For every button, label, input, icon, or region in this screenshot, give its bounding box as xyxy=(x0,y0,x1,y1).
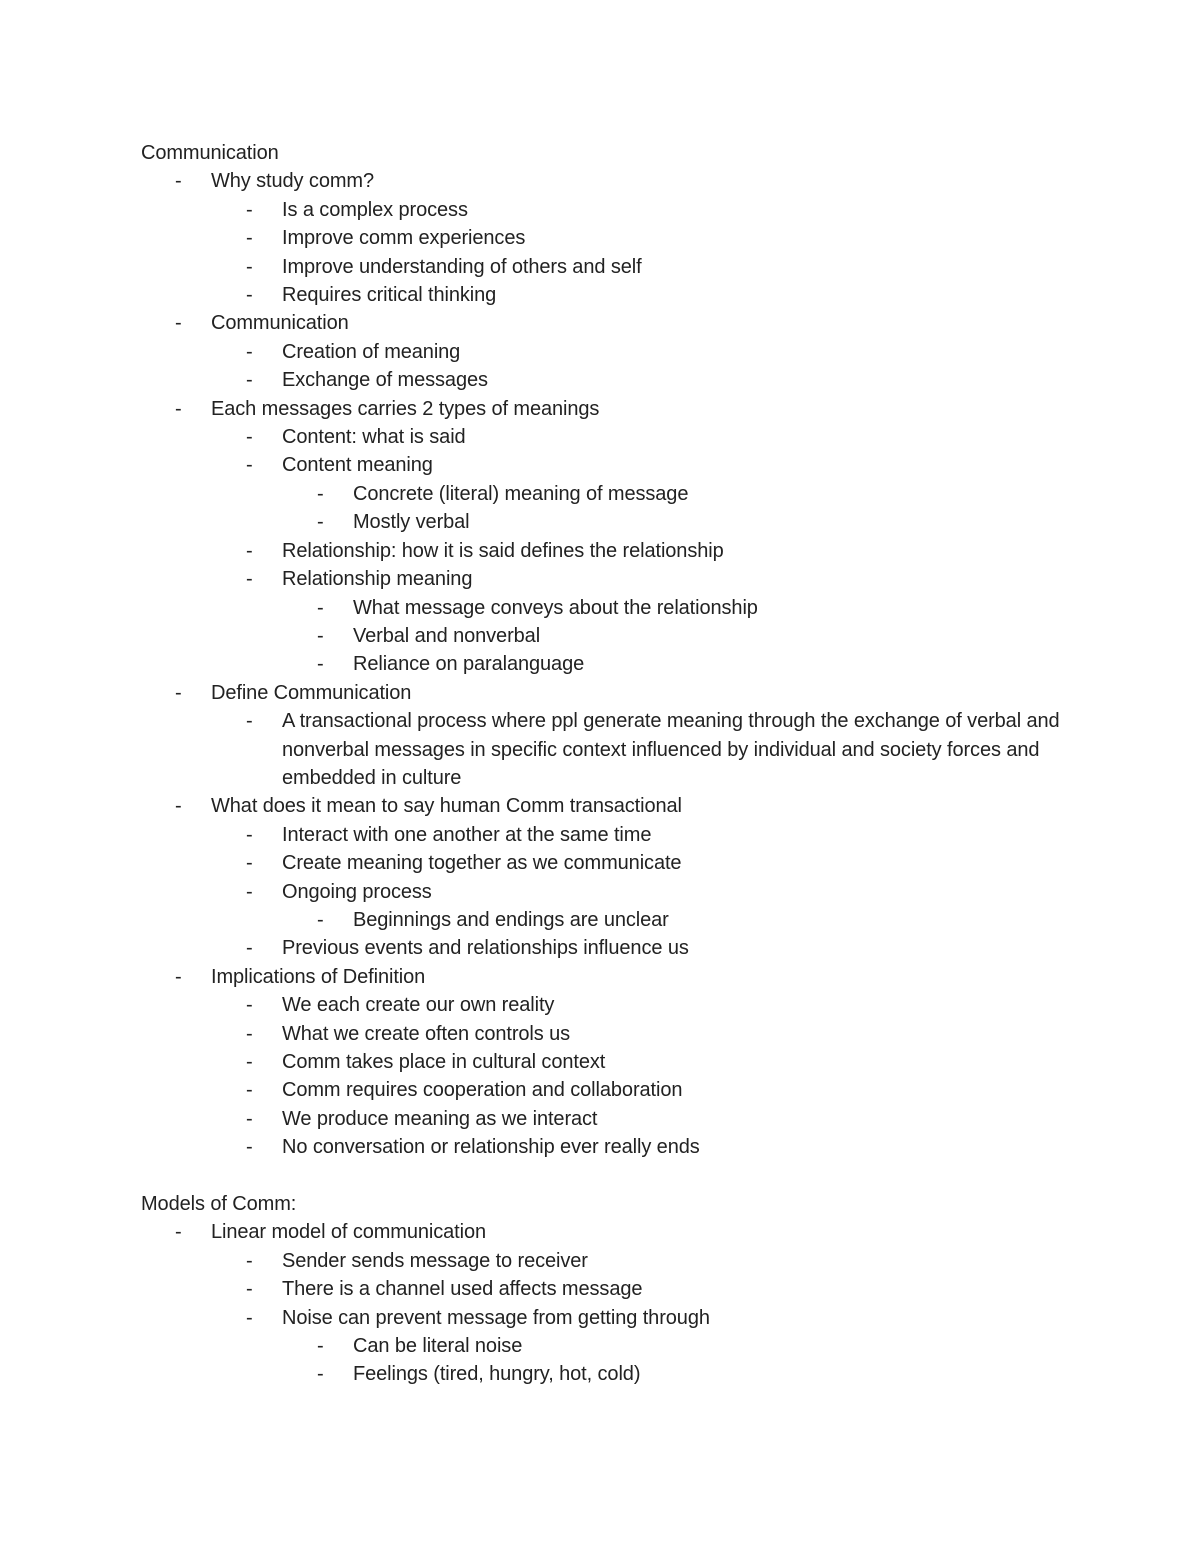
bullet-dash: - xyxy=(175,397,182,420)
list-item-text: Feelings (tired, hungry, hot, cold) xyxy=(353,1363,641,1386)
bullet-dash: - xyxy=(246,1136,253,1159)
list-item-text: We produce meaning as we interact xyxy=(282,1107,598,1130)
bullet-dash: - xyxy=(246,1249,253,1272)
list-item-level-3 xyxy=(141,594,1061,622)
list-item-level-2 xyxy=(141,565,1061,593)
list-item-level-2 xyxy=(141,707,1061,792)
list-item-text: Communication xyxy=(211,312,349,335)
bullet-dash: - xyxy=(246,710,253,733)
bullet-dash: - xyxy=(246,1022,253,1045)
list-item-text: Mostly verbal xyxy=(353,511,470,534)
bullet-dash: - xyxy=(317,1335,324,1358)
list-item-text: A transactional process where ppl generate meaning through the exchange of verbal and nonverbal messages in specific context influenced by individual and society forces and embedded in culture xyxy=(282,710,1060,789)
list-item-level-2 xyxy=(141,1076,1061,1104)
list-item-level-2 xyxy=(141,1105,1061,1133)
list-item-level-2 xyxy=(141,224,1061,252)
list-item-text: Can be literal noise xyxy=(353,1335,523,1358)
bullet-dash: - xyxy=(317,624,324,647)
list-item-text: Relationship: how it is said defines the relationship xyxy=(282,539,724,562)
bullet-dash: - xyxy=(175,170,182,193)
list-item-level-2 xyxy=(141,849,1061,877)
list-item-level-3 xyxy=(141,508,1061,536)
bullet-dash: - xyxy=(246,1107,253,1130)
document-body xyxy=(141,139,1061,1389)
list-item-text: There is a channel used affects message xyxy=(282,1278,643,1301)
list-item-level-2 xyxy=(141,1048,1061,1076)
list-item-level-3 xyxy=(141,906,1061,934)
bullet-dash: - xyxy=(175,965,182,988)
list-item-level-1 xyxy=(141,309,1061,337)
bullet-dash: - xyxy=(317,653,324,676)
bullet-dash: - xyxy=(246,994,253,1017)
list-item-text: Beginnings and endings are unclear xyxy=(353,908,669,931)
bullet-dash: - xyxy=(246,198,253,221)
list-item-text: Content meaning xyxy=(282,454,433,477)
section-spacer xyxy=(141,1162,1061,1190)
bullet-list xyxy=(141,1218,1061,1388)
bullet-dash: - xyxy=(246,454,253,477)
list-item-text: Previous events and relationships influence us xyxy=(282,937,689,960)
bullet-dash: - xyxy=(246,937,253,960)
section-heading: Communication xyxy=(141,142,279,164)
list-item-level-2 xyxy=(141,934,1061,962)
list-item-level-2 xyxy=(141,281,1061,309)
bullet-dash: - xyxy=(246,539,253,562)
list-item-text: Interact with one another at the same time xyxy=(282,823,652,846)
bullet-dash: - xyxy=(246,426,253,449)
list-item-text: Sender sends message to receiver xyxy=(282,1249,588,1272)
bullet-dash: - xyxy=(246,1306,253,1329)
bullet-list xyxy=(141,167,1061,1161)
bullet-dash: - xyxy=(317,482,324,505)
list-item-text: Define Communication xyxy=(211,681,412,704)
list-item-level-2 xyxy=(141,1275,1061,1303)
section-heading: Models of Comm: xyxy=(141,1193,297,1216)
list-item-text: Relationship meaning xyxy=(282,568,473,591)
bullet-dash: - xyxy=(246,255,253,278)
list-item-text: No conversation or relationship ever really ends xyxy=(282,1136,700,1159)
list-item-level-2 xyxy=(141,537,1061,565)
bullet-dash: - xyxy=(246,284,253,307)
bullet-dash: - xyxy=(246,1278,253,1301)
list-item-level-2 xyxy=(141,338,1061,366)
list-item-text: Ongoing process xyxy=(282,880,432,903)
bullet-dash: - xyxy=(175,681,182,704)
list-item-level-3 xyxy=(141,622,1061,650)
list-item-text: Each messages carries 2 types of meanings xyxy=(211,397,600,420)
list-item-text: Improve comm experiences xyxy=(282,227,526,250)
list-item-level-3 xyxy=(141,480,1061,508)
bullet-dash: - xyxy=(317,511,324,534)
list-item-text: Concrete (literal) meaning of message xyxy=(353,482,689,505)
list-item-text: What does it mean to say human Comm transactional xyxy=(211,795,682,818)
list-item-text: Is a complex process xyxy=(282,198,468,221)
list-item-level-1 xyxy=(141,395,1061,423)
list-item-level-3 xyxy=(141,650,1061,678)
bullet-dash: - xyxy=(175,795,182,818)
bullet-dash: - xyxy=(317,596,324,619)
bullet-dash: - xyxy=(246,880,253,903)
list-item-text: Reliance on paralanguage xyxy=(353,653,585,676)
list-item-level-1 xyxy=(141,679,1061,707)
list-item-level-2 xyxy=(141,1247,1061,1275)
list-item-text: Noise can prevent message from getting through xyxy=(282,1306,710,1329)
list-item-text: What we create often controls us xyxy=(282,1022,571,1045)
list-item-level-3 xyxy=(141,1360,1061,1388)
bullet-dash: - xyxy=(246,1051,253,1073)
list-item-level-2 xyxy=(141,878,1061,906)
list-item-text: Linear model of communication xyxy=(211,1221,487,1244)
list-item-text: Create meaning together as we communicate xyxy=(282,852,682,875)
list-item-level-2 xyxy=(141,423,1061,451)
list-item-level-2 xyxy=(141,991,1061,1019)
list-item-level-2 xyxy=(141,1020,1061,1048)
list-item-text: Implications of Definition xyxy=(211,965,426,988)
list-item-text: Content: what is said xyxy=(282,426,466,449)
list-item-text: Verbal and nonverbal xyxy=(353,624,541,647)
list-item-level-2 xyxy=(141,451,1061,479)
bullet-dash: - xyxy=(246,852,253,875)
list-item-level-2 xyxy=(141,253,1061,281)
list-item-text: Comm takes place in cultural context xyxy=(282,1051,606,1073)
list-item-text: Comm requires cooperation and collaboration xyxy=(282,1079,683,1102)
list-item-text: Why study comm? xyxy=(211,170,374,193)
list-item-level-2 xyxy=(141,1133,1061,1161)
bullet-dash: - xyxy=(246,369,253,392)
list-item-text: We each create our own reality xyxy=(282,994,555,1017)
list-item-text: Improve understanding of others and self xyxy=(282,255,642,278)
list-item-level-2 xyxy=(141,366,1061,394)
list-item-text: What message conveys about the relationship xyxy=(353,596,758,619)
bullet-dash: - xyxy=(246,823,253,846)
bullet-dash: - xyxy=(246,568,253,591)
list-item-text: Exchange of messages xyxy=(282,369,488,392)
list-item-level-1 xyxy=(141,167,1061,195)
list-item-level-1 xyxy=(141,1218,1061,1246)
list-item-text: Requires critical thinking xyxy=(282,284,497,307)
list-item-level-2 xyxy=(141,821,1061,849)
list-item-level-3 xyxy=(141,1332,1061,1360)
bullet-dash: - xyxy=(246,227,253,250)
bullet-dash: - xyxy=(317,908,324,931)
list-item-text: Creation of meaning xyxy=(282,340,461,363)
list-item-level-1 xyxy=(141,963,1061,991)
bullet-dash: - xyxy=(175,312,182,335)
list-item-level-2 xyxy=(141,1304,1061,1332)
bullet-dash: - xyxy=(317,1363,324,1386)
bullet-dash: - xyxy=(246,1079,253,1102)
list-item-level-1 xyxy=(141,792,1061,820)
bullet-dash: - xyxy=(246,340,253,363)
list-item-level-2 xyxy=(141,196,1061,224)
bullet-dash: - xyxy=(175,1221,182,1244)
